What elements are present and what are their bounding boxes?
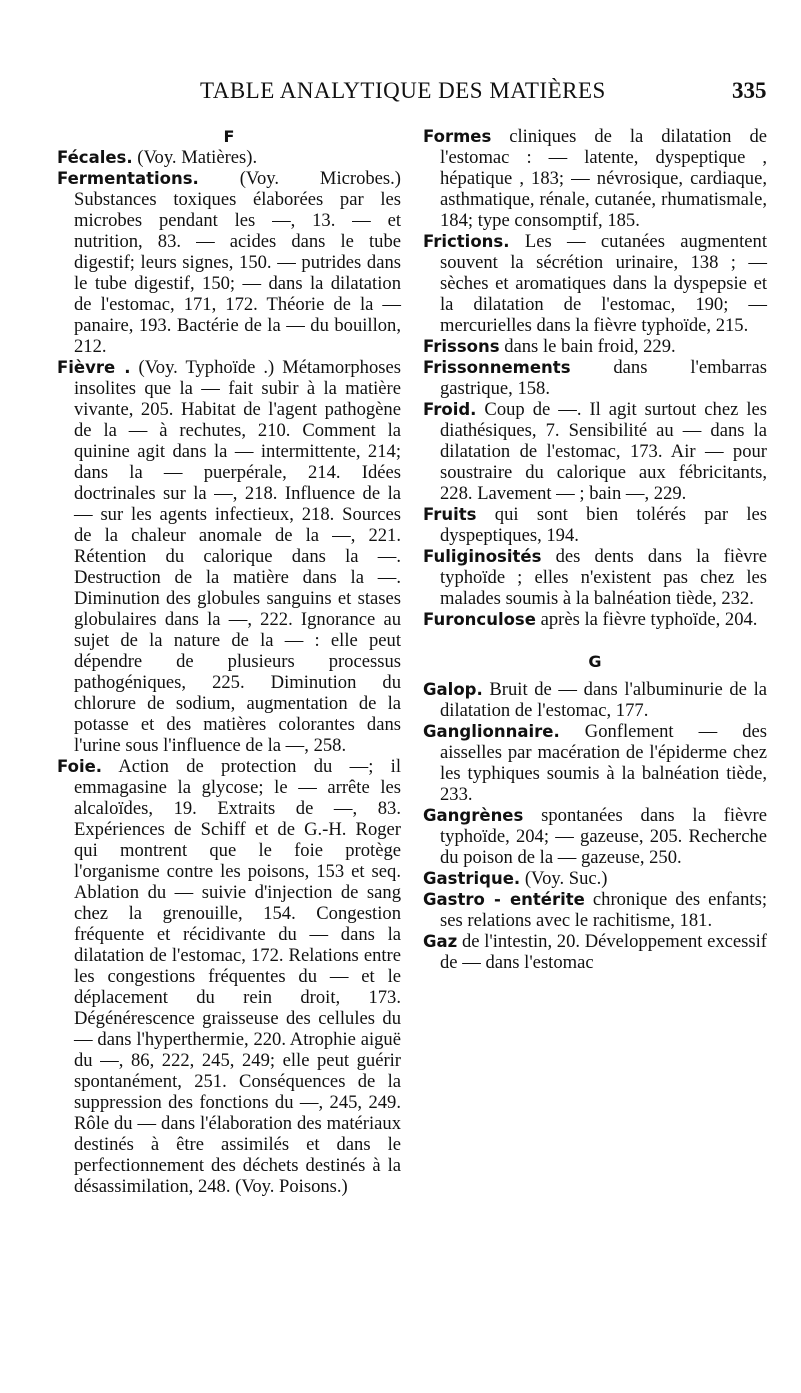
entry-head: Frictions.: [423, 232, 510, 251]
index-entry-gangrenes: [423, 805, 767, 868]
entry-text: Bruit de — dans l'albuminurie de la dilatation de l'estomac, 177.: [440, 679, 767, 721]
entry-text: qui sont bien tolérés par les dyspeptiques, 194.: [440, 504, 767, 546]
entry-text: des dents dans la fièvre typhoïde ; elles n'existent pas chez les malades soumis à la balnéation tiède, 232.: [440, 546, 767, 609]
running-title: TABLE ANALYTIQUE DES MATIÈRES: [200, 78, 606, 103]
entry-text: (Voy. Microbes.) Substances toxiques élaborées par les microbes pendant les —, 13. — et nutrition, 83. — acides dans le tube digestif; leurs signes, 150. — putrides dans le tube digestif, 150; — dans la dilatation de l'estomac, 171, 172. Théorie de la — panaire, 193. Bactérie de la — du bouillon, 212.: [74, 168, 401, 357]
index-entry-frictions: [423, 231, 767, 336]
index-entry-fuliginosites: [423, 546, 767, 609]
entry-head: Fruits: [423, 505, 477, 524]
entry-text: dans le bain froid, 229.: [499, 336, 676, 357]
index-entry-fermentations: [57, 168, 401, 357]
index-entry-gastrique: [423, 868, 767, 889]
left-column: [57, 126, 401, 1197]
entry-head: Fécales.: [57, 148, 133, 167]
entry-text: (Voy. Suc.): [520, 868, 608, 889]
index-entry-gaz: [423, 931, 767, 973]
index-entry-fievre: [57, 357, 401, 756]
entry-text: (Voy. Typhoïde .) Métamorphoses insolites que la — fait subir à la matière vivante, 205. Habitat de l'agent pathogène de la — à rechutes, 210. Comment la quinine agit dans la — intermittente, 214; dans la — puerpérale, 214. Idées doctrinales sur la —, 218. Influence de la — sur les agents infectieux, 218. Sources de la chaleur anomale de la —, 221. Rétention du calorique dans la —. Destruction de la matière dans la —. Diminution des globules sanguins et stases globulaires dans la —, 222. Ignorance au sujet de la nature de la — : elle peut dépendre de plusieurs processus pathogéniques, 225. Diminution du chlorure de sodium, augmentation de la potasse et des matières colorantes dans l'urine sous l'influence de la —, 258.: [74, 357, 402, 756]
index-entry-fruits: [423, 504, 767, 546]
entry-text: (Voy. Matières).: [132, 147, 258, 168]
entry-text: Action de protection du —; il emmagasine la glycose; le — arrête les alcaloïdes, 19. Extraits de —, 83. Expériences de Schiff et de G.-H. Roger qui montrent que le foie protège l'organisme contre les poisons, 153 et seq. Ablation du — suivie d'injection de sang chez la grenouille, 154. Congestion fréquente et récidivante du — dans la dilatation de l'estomac, 172. Relations entre les congestions fréquentes du — et le déplacement du rein droit, 173. Dégénérescence graisseuse des cellules du — dans l'hyperthermie, 220. Atrophie aiguë du —, 86, 222, 245, 249; elle peut guérir spontanément, 251. Conséquences de la suppression des fonctions du —, 245, 249. Rôle du — dans l'élaboration des matériaux destinés à être assimilés et dans le perfectionnement des déchets destinés à la désassimilation, 248. (Voy. Poisons.): [74, 756, 401, 1197]
entry-text: Les — cutanées augmentent souvent la sécrétion urinaire, 138 ; — sèches et aromatiques dans la dyspepsie et la dilatation de l'estomac, 190; — mercurielles dans la fièvre typhoïde, 215.: [440, 231, 767, 336]
index-entry-foie: [57, 756, 401, 1197]
page-header: [0, 62, 801, 102]
index-entry-froid: [423, 399, 767, 504]
section-letter-g: G: [588, 652, 602, 671]
entry-head: Fièvre .: [57, 358, 131, 377]
entry-text: spontanées dans la fièvre typhoïde, 204; — gazeuse, 205. Recherche du poison de la — gazeuse, 250.: [440, 805, 767, 868]
index-entry-formes: [423, 126, 767, 231]
entry-text: chronique des enfants; ses relations avec le rachitisme, 181.: [440, 889, 767, 931]
entry-text: Coup de —. Il agit surtout chez les diathésiques, 7. Sensibilité au — dans la dilatation de l'estomac, 173. Air — pour soustraire du calorique aux fébricitants, 228. Lavement — ; bain —, 229.: [440, 399, 767, 504]
entry-text: cliniques de la dilatation de l'estomac : — latente, dyspeptique , hépatique , 183; — névrosique, cardiaque, asthmatique, rénale, cutanée, rhumatismale, 184; type consomptif, 185.: [440, 126, 767, 231]
index-entry-furonculose: [423, 609, 767, 630]
right-column: [423, 126, 767, 973]
entry-text: après la fièvre typhoïde, 204.: [535, 609, 758, 630]
index-entry-ganglionnaire: [423, 721, 767, 805]
section-letter-f: F: [223, 127, 235, 146]
entry-head: Frissonnements: [423, 358, 571, 377]
index-entry-gastro-enterite: [423, 889, 767, 931]
entry-head: Foie.: [57, 757, 103, 776]
entry-text: dans l'embarras gastrique, 158.: [440, 357, 767, 399]
entry-head: Galop.: [423, 680, 483, 699]
entry-head: Furonculose: [423, 610, 536, 629]
entry-head: Formes: [423, 127, 492, 146]
entry-head: Frissons: [423, 337, 500, 356]
index-entry-frissons: [423, 336, 767, 357]
entry-text: de l'intestin, 20. Développement excessif de — dans l'estomac: [440, 931, 767, 973]
index-entry-galop: [423, 679, 767, 721]
entry-head: Gastro - entérite: [423, 890, 585, 909]
entry-head: Gangrènes: [423, 806, 524, 825]
index-entry-fecales: [57, 147, 401, 168]
index-entry-frissonnements: [423, 357, 767, 399]
entry-head: Froid.: [423, 400, 477, 419]
entry-text: Gonflement — des aisselles par macération de l'épiderme chez les typhiques soumis à la balnéation tiède, 233.: [440, 721, 767, 805]
entry-head: Fuliginosités: [423, 547, 542, 566]
entry-head: Gaz: [423, 932, 458, 951]
entry-head: Fermentations.: [57, 169, 199, 188]
entry-head: Ganglionnaire.: [423, 722, 560, 741]
page-number: 335: [732, 78, 767, 103]
entry-head: Gastrique.: [423, 869, 521, 888]
